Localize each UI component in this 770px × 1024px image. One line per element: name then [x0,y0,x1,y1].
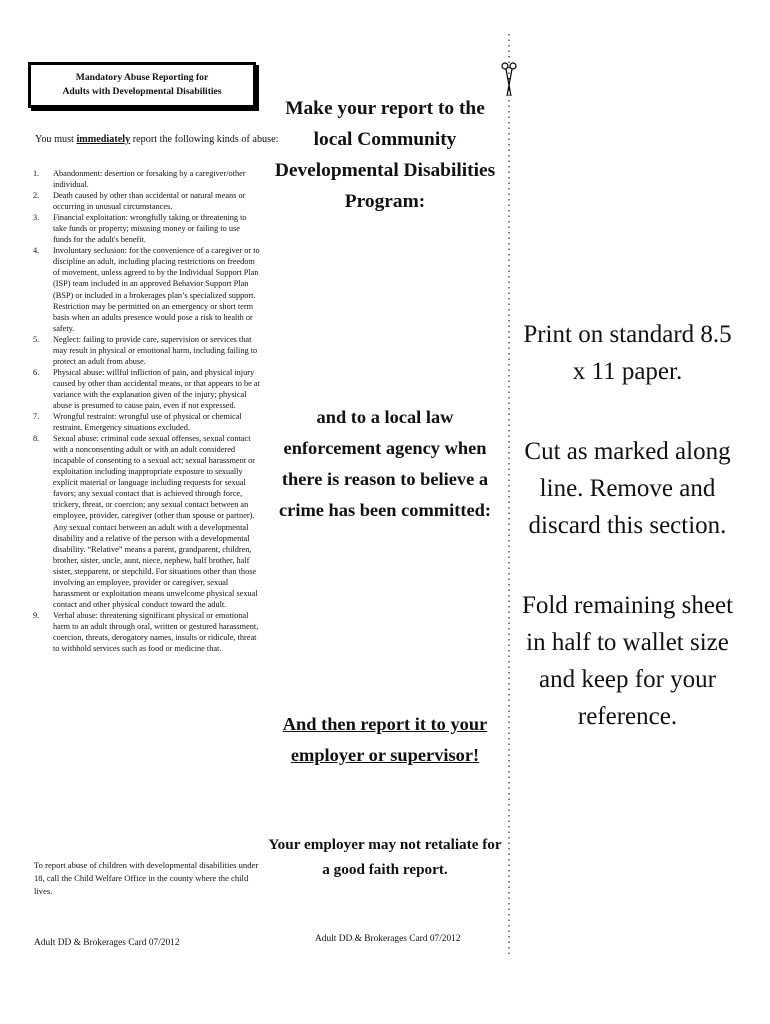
report-law-heading: and to a local law enforcement agency when there is reason to believe a crime has been committed: [279,407,491,520]
print-instruction: Print on standard 8.5 x 11 paper. [523,321,732,385]
abuse-item-number: 9. [33,610,40,620]
abuse-item-number: 4. [33,246,40,256]
no-retaliate-note: Your employer may not retaliate for a good faith report. [268,836,502,878]
abuse-item-text: Physical abuse: willful infliction of pain, and physical injury caused by other than accidental means, or that appears to be at variance with the explanation given of the injury; physical abuse is presumed to cause pain, even if not expressed. [53,367,260,410]
abuse-item-number: 2. [33,191,40,201]
abuse-item-text: Verbal abuse: threatening significant physical or emotional harm to an adult through oral, written or gestured harassment, coercion, threats, derogatory names, insults or ridicule, threat to withhold services such as food or medicine that. [53,610,259,654]
intro-before: You must [35,134,77,145]
fold-instruction: Fold remaining sheet in half to wallet size and keep for your reference. [521,592,734,730]
abuse-item-number: 6. [33,367,40,377]
report-local-heading: Make your report to the local Community Developmental Disabilities Program: [274,98,496,212]
abuse-item-text: Sexual abuse: criminal code sexual offenses, sexual contact with a nonconsenting adult or with an adult considered incapable of consenting to a sexual act; sexual harassment or exploitation including inappropriate exposure to sexually explicit material or language including requests for sexual favors; any sexual contact that is achieved through force, trickery, threat, or coercion; any sexual contact between an employee, provider, caregiver (other than spouse or partner). Any sexual contact between an adult with a developmental disability and a relative of the person with a developmental disability. “Relative” means a parent, grandparent, children, brother, sister, uncle, aunt, niece, nephew, half brother, half sister, stepparent, or stepchild. For situations other than those involving an employee, provider or caregiver, sexual harassment or exploitation means unwelcome physical sexual contact and other physical conduct toward the adult. [53,434,258,609]
abuse-item-text: Financial exploitation: wrongfully taking or threatening to take funds or property; misusing money or failing to use funds for the adult's benefit. [53,213,247,245]
footer-left: Adult DD & Brokerages Card 07/2012 [34,938,180,948]
abuse-item-number: 5. [33,334,40,344]
children-note: To report abuse of children with developmental disabilities under 18, call the Child Welfare Office in the county where the child lives. [34,860,259,896]
abuse-item-number: 3. [33,213,40,223]
abuse-item-text: Abandonment: desertion or forsaking by a caregiver/other individual. [53,169,246,190]
intro-after: report the following kinds of abuse: [130,134,279,145]
report-employer-line-2: employer or supervisor! [290,745,480,765]
abuse-item-text: Neglect: failing to provide care, supervision or services that may result in physical or emotional harm, including failing to protect an adult from abuse. [53,334,258,366]
abuse-item-text: Wrongful restraint: wrongful use of physical or chemical restraint. Emergency situations excluded. [53,412,242,433]
footer-middle: Adult DD & Brokerages Card 07/2012 [315,934,461,944]
abuse-item-number: 8. [33,434,40,444]
title-line-1: Mandatory Abuse Reporting for [75,72,209,83]
report-employer-line-1: And then report it to your [282,714,488,734]
abuse-item-text: Death caused by other than accidental or natural means or occurring in unusual circumstances. [53,191,246,212]
abuse-item-number: 1. [33,169,40,178]
cut-instruction: Cut as marked along line. Remove and discard this section. [524,438,731,539]
title-line-2: Adults with Developmental Disabilities [62,86,222,97]
intro-emphasis: immediately [76,134,131,145]
abuse-item-text: Involuntary seclusion: for the convenience of a caregiver or to discipline an adult, including placing restrictions on freedom of movement, unless agreed to by the Individual Support Plan (ISP) team included in an approved Behavior Support Plan (BSP) or included in a brokerages plan’s specialized support. Restriction may be permitted on an emergency or short term basis when an adults presence would pose a risk to health or safety. [53,246,260,333]
abuse-item-number: 7. [33,412,40,422]
